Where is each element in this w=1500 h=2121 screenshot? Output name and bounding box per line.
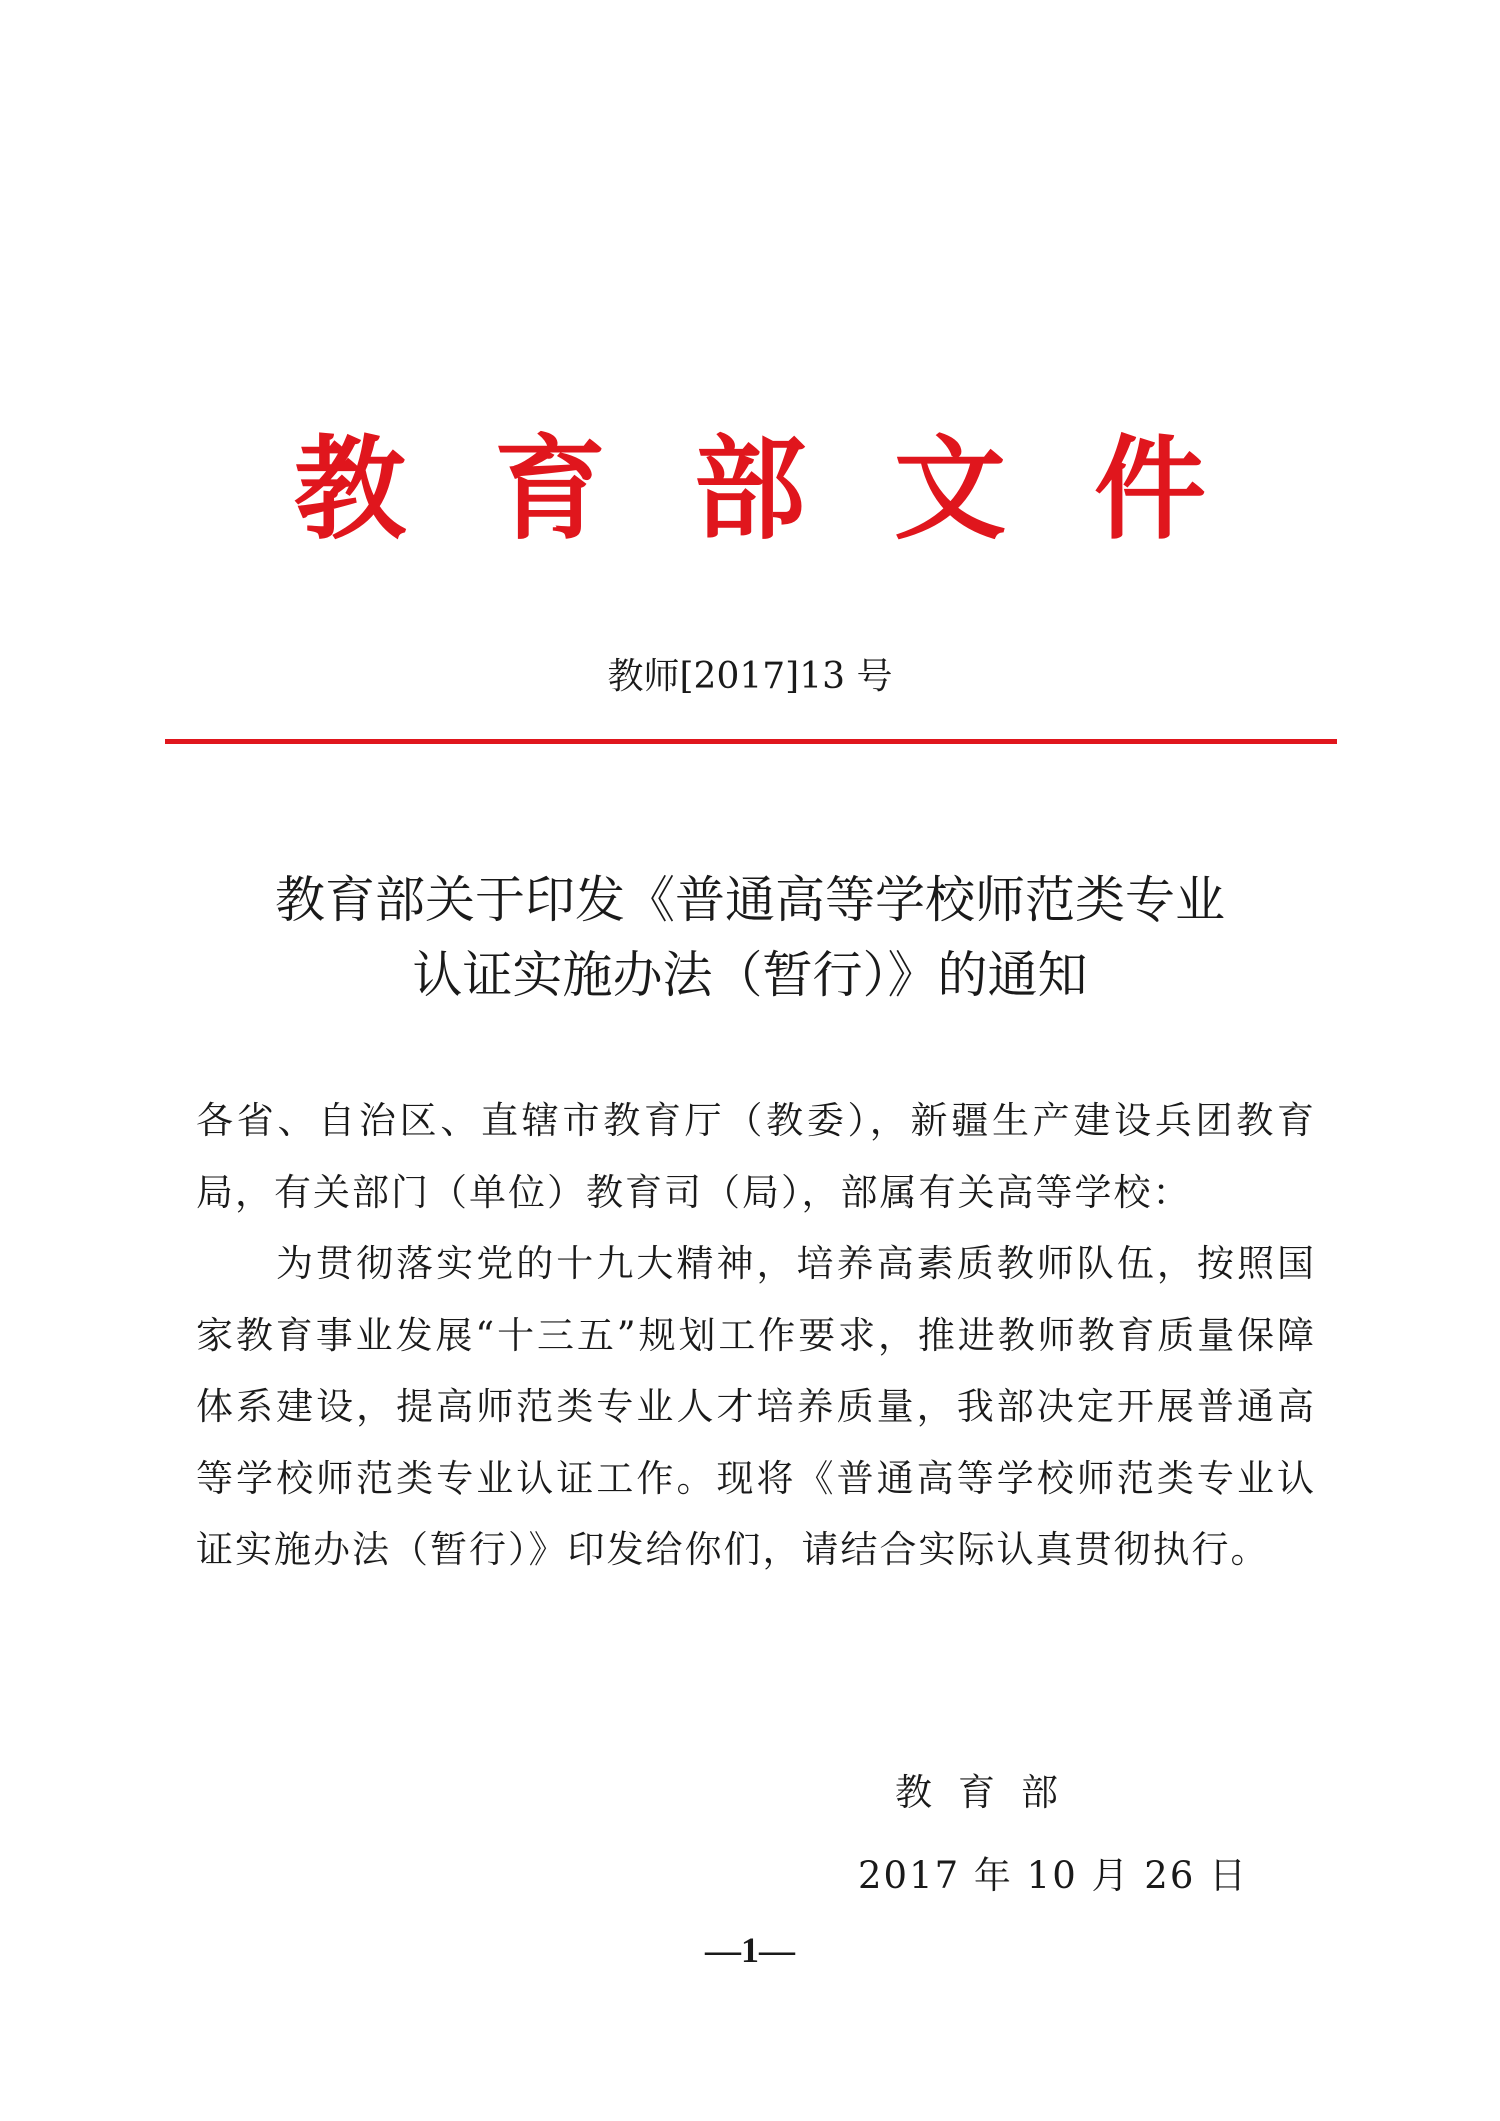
document-number: 教师[2017]13 号 (607, 656, 893, 697)
issue-date: 2017 年 10 月 26 日 (858, 1854, 1249, 1897)
document-masthead: 教育部文件 (294, 425, 1294, 555)
red-divider-line (165, 739, 1337, 744)
body-paragraph: 为贯彻落实党的十九大精神，培养高素质教师队伍，按照国家教育事业发展“十三五”规划工作要求，推进教师教育质量保障体系建设，提高师范类专业人才培养质量，我部决定开展普通高等学校师范类专业认证工作。现将《普通高等学校师范类专业认证实施办法（暂行）》印发给你们，请结合实际认真贯彻执行。 (196, 1242, 1316, 1571)
addressee-paragraph: 各省、自治区、直辖市教育厅（教委），新疆生产建设兵团教育局，有关部门（单位）教育司（局），部属有关高等学校： (196, 1099, 1316, 1214)
document-title-line-1: 教育部关于印发《普通高等学校师范类专业 (275, 871, 1225, 929)
document-title-line-2: 认证实施办法（暂行）》的通知 (412, 946, 1088, 1004)
issuing-authority: 教育部 (895, 1771, 1084, 1814)
page-number: —1— (705, 1930, 795, 1970)
